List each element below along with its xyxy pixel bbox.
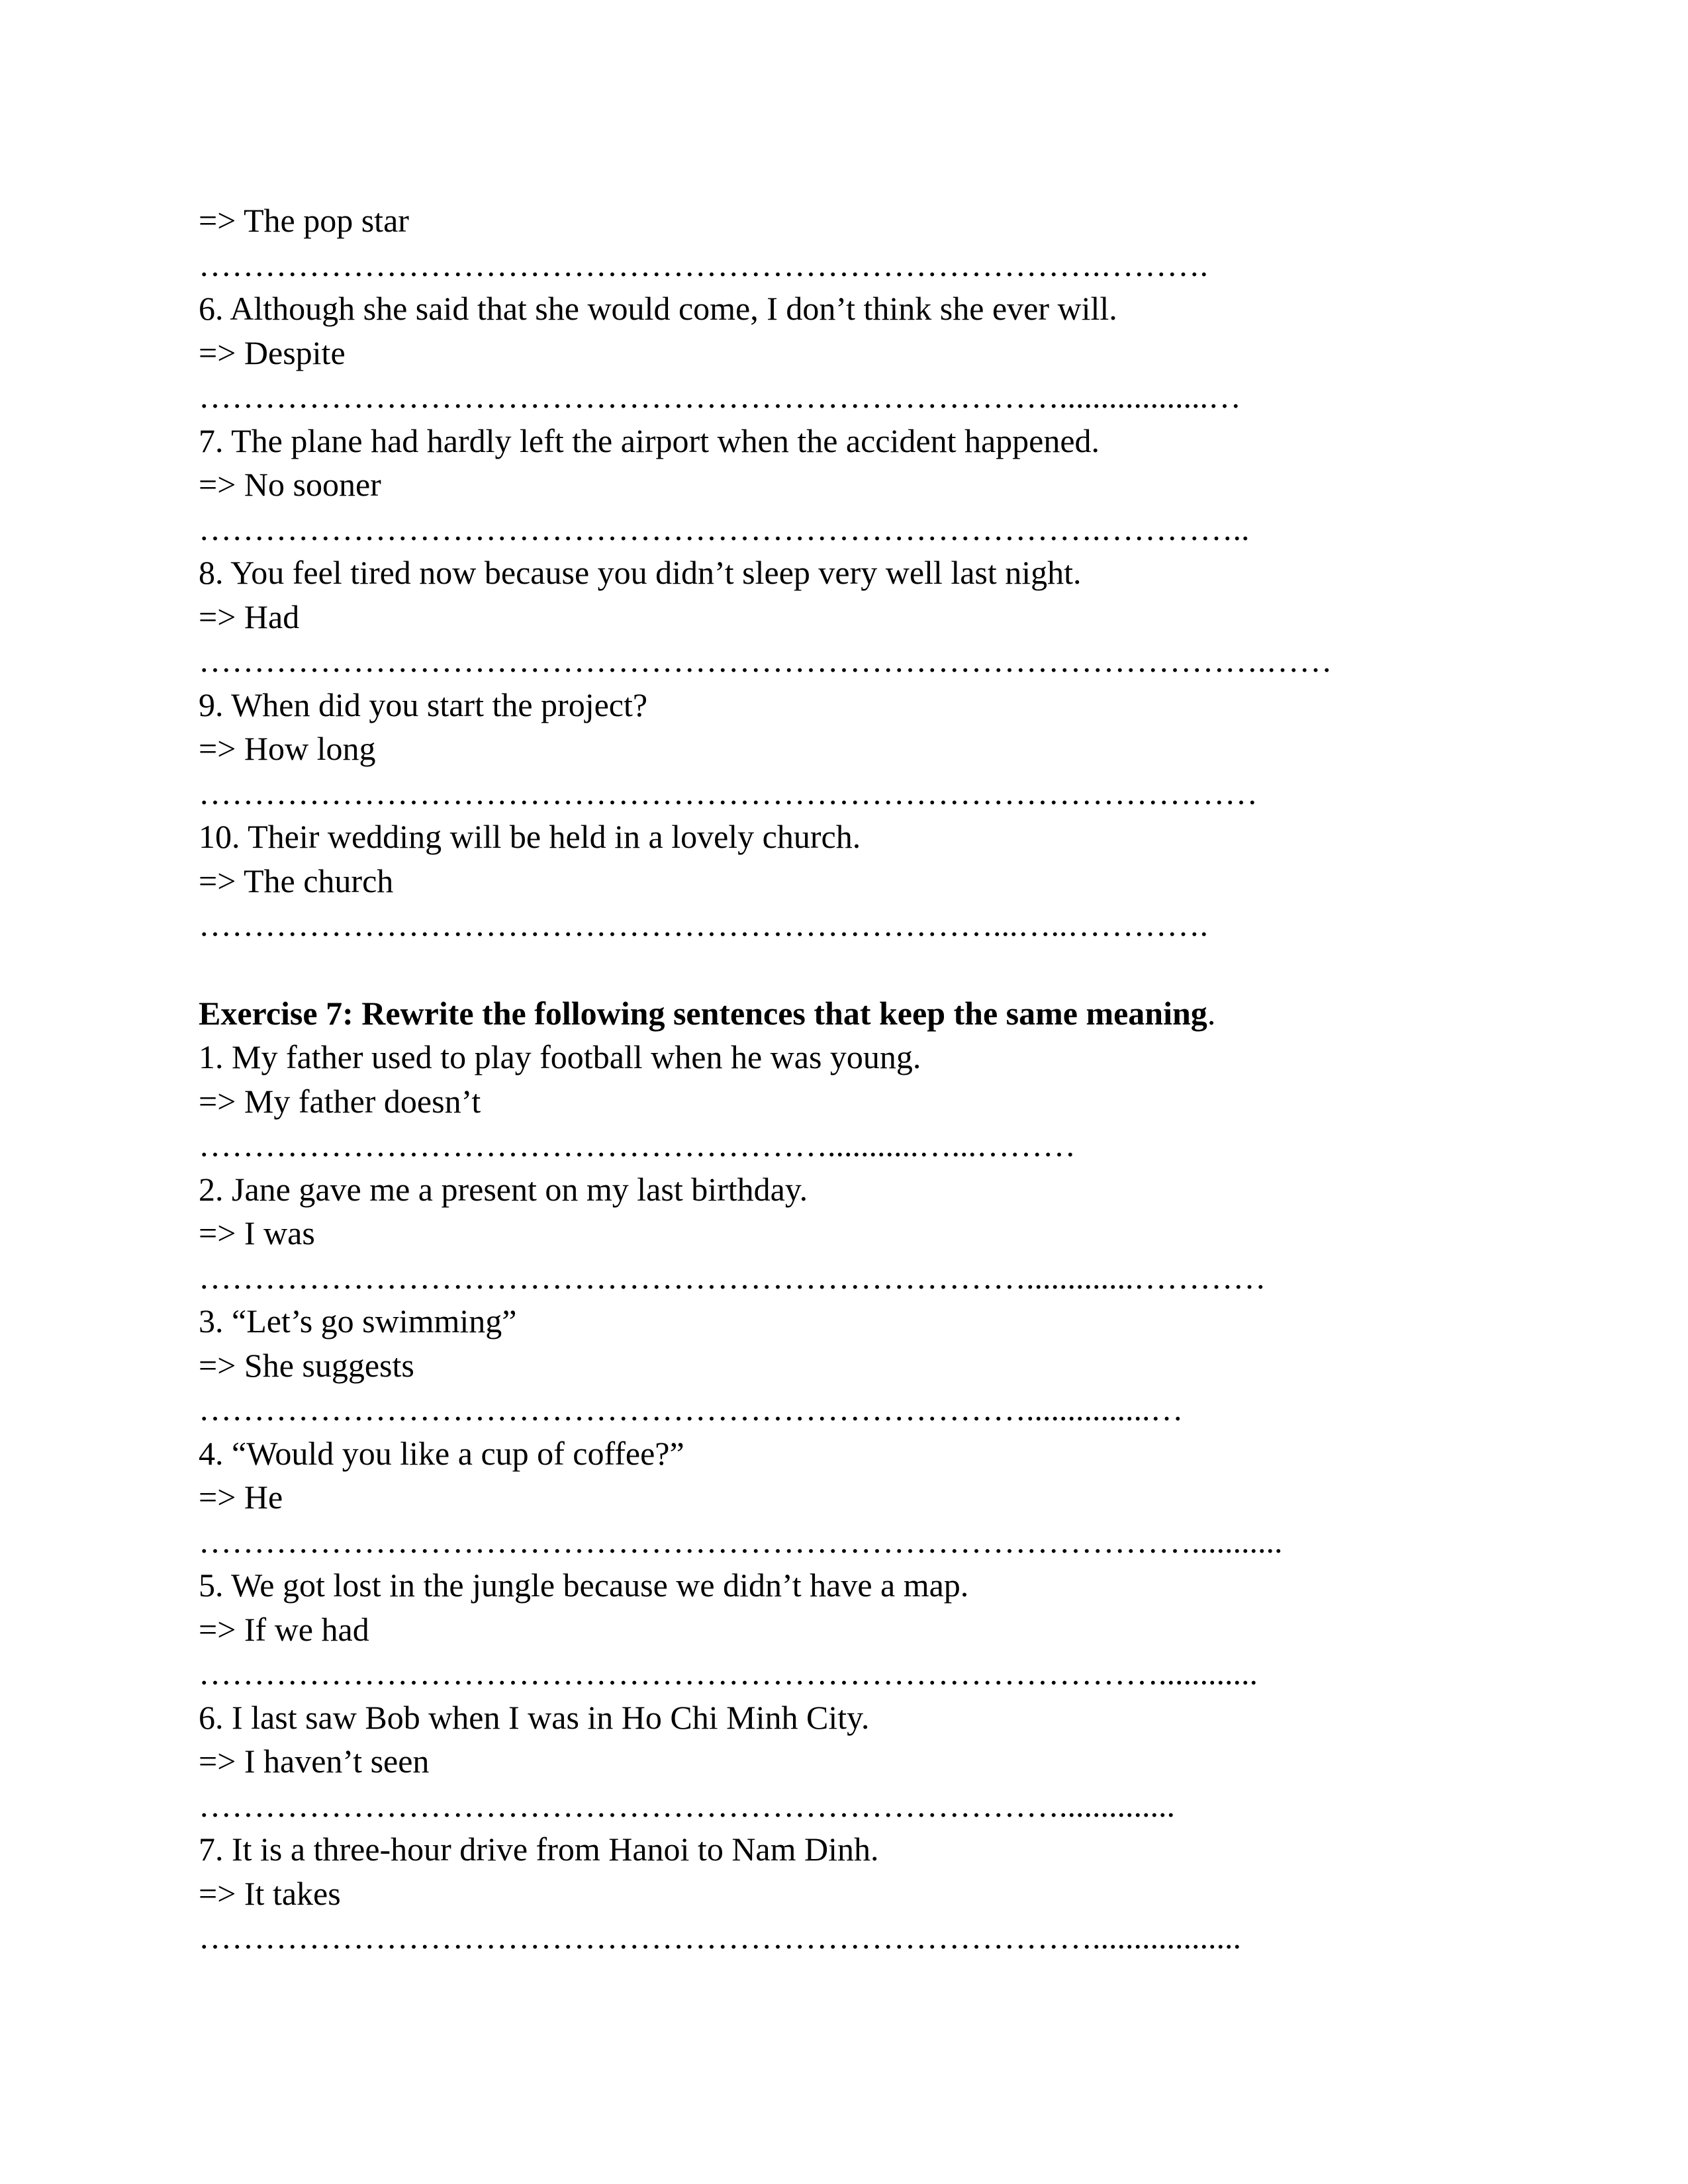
answer-prefix: => Had: [199, 598, 300, 635]
question-text: 7. It is a three-hour drive from Hanoi to Nam Dinh.: [199, 1831, 879, 1868]
answer-prefix: => My father doesn’t: [199, 1082, 481, 1120]
answer-blank[interactable]: ………………………………………………………………...…..………….: [199, 906, 1208, 943]
answer-blank[interactable]: ……………………………………………………………………..............: [199, 1786, 1175, 1824]
worksheet-page: [199, 199, 1489, 1960]
answer-blank[interactable]: …………………………………………………………………………………….……: [199, 642, 1333, 679]
exercise-item-8: [199, 551, 1489, 683]
section-spacer: [199, 947, 1489, 991]
ex7-item-6: [199, 1696, 1489, 1828]
answer-blank[interactable]: ……………………………………………………………………..................…: [199, 378, 1241, 415]
answer-prefix: => He: [199, 1479, 283, 1516]
answer-blank[interactable]: ……………………………………………………………………………………: [199, 774, 1258, 811]
answer-prefix: => I haven’t seen: [199, 1743, 430, 1780]
exercise-item-6: [199, 287, 1489, 419]
answer-blank[interactable]: ………………………………………………………………….............…………: [199, 1258, 1266, 1296]
exercise-7-title: Exercise 7: Rewrite the following sentences that keep the same meaning: [199, 994, 1207, 1032]
exercise-item-5-continued: [199, 199, 1489, 287]
answer-blank[interactable]: …………………………………………………………………...............…: [199, 1390, 1184, 1428]
ex7-item-4: [199, 1432, 1489, 1564]
answer-blank[interactable]: ……………………………………………………………………………............: [199, 1655, 1258, 1692]
question-text: 8. You feel tired now because you didn’t sleep very well last night.: [199, 554, 1082, 591]
ex7-item-2: [199, 1167, 1489, 1300]
answer-prefix: => The pop star: [199, 202, 409, 239]
answer-prefix: => Despite: [199, 334, 346, 371]
question-text: 5. We got lost in the jungle because we didn’t have a map.: [199, 1567, 969, 1604]
question-text: 7. The plane had hardly left the airport when the accident happened.: [199, 422, 1100, 459]
answer-prefix: => The church: [199, 862, 394, 899]
answer-prefix: => How long: [199, 730, 376, 767]
ex7-item-3: [199, 1299, 1489, 1432]
exercise-7-heading: [199, 991, 1489, 1036]
exercise-item-10: [199, 815, 1489, 947]
answer-prefix: => It takes: [199, 1874, 341, 1912]
answer-prefix: => She suggests: [199, 1346, 414, 1384]
question-text: 6. I last saw Bob when I was in Ho Chi Minh City.: [199, 1698, 870, 1736]
question-text: 3. “Let’s go swimming”: [199, 1302, 517, 1340]
exercise-7-title-period: .: [1207, 994, 1216, 1032]
answer-prefix: => I was: [199, 1214, 315, 1251]
answer-prefix: => No sooner: [199, 466, 381, 503]
question-text: 4. “Would you like a cup of coffee?”: [199, 1434, 684, 1472]
ex7-item-5: [199, 1563, 1489, 1696]
answer-blank[interactable]: …………………………………………………...........…...………: [199, 1126, 1076, 1163]
question-text: 1. My father used to play football when he was young.: [199, 1038, 921, 1075]
question-text: 9. When did you start the project?: [199, 686, 648, 723]
exercise-item-9: [199, 683, 1489, 815]
question-text: 10. Their wedding will be held in a lovely church.: [199, 818, 861, 855]
exercise-item-7: [199, 419, 1489, 551]
answer-blank[interactable]: ………………………………………………………………………..................: [199, 1919, 1241, 1956]
answer-prefix: => If we had: [199, 1610, 369, 1648]
question-text: 6. Although she said that she would come, I don’t think she ever will.: [199, 290, 1117, 327]
answer-blank[interactable]: ……………………………………………………………………….……….: [199, 246, 1208, 283]
answer-blank[interactable]: ………………………………………………………………………………...........: [199, 1522, 1283, 1560]
answer-blank[interactable]: ……………………………………………………………………….…………..: [199, 510, 1250, 547]
ex7-item-1: [199, 1035, 1489, 1167]
question-text: 2. Jane gave me a present on my last birthday.: [199, 1170, 808, 1208]
ex7-item-7: [199, 1827, 1489, 1960]
